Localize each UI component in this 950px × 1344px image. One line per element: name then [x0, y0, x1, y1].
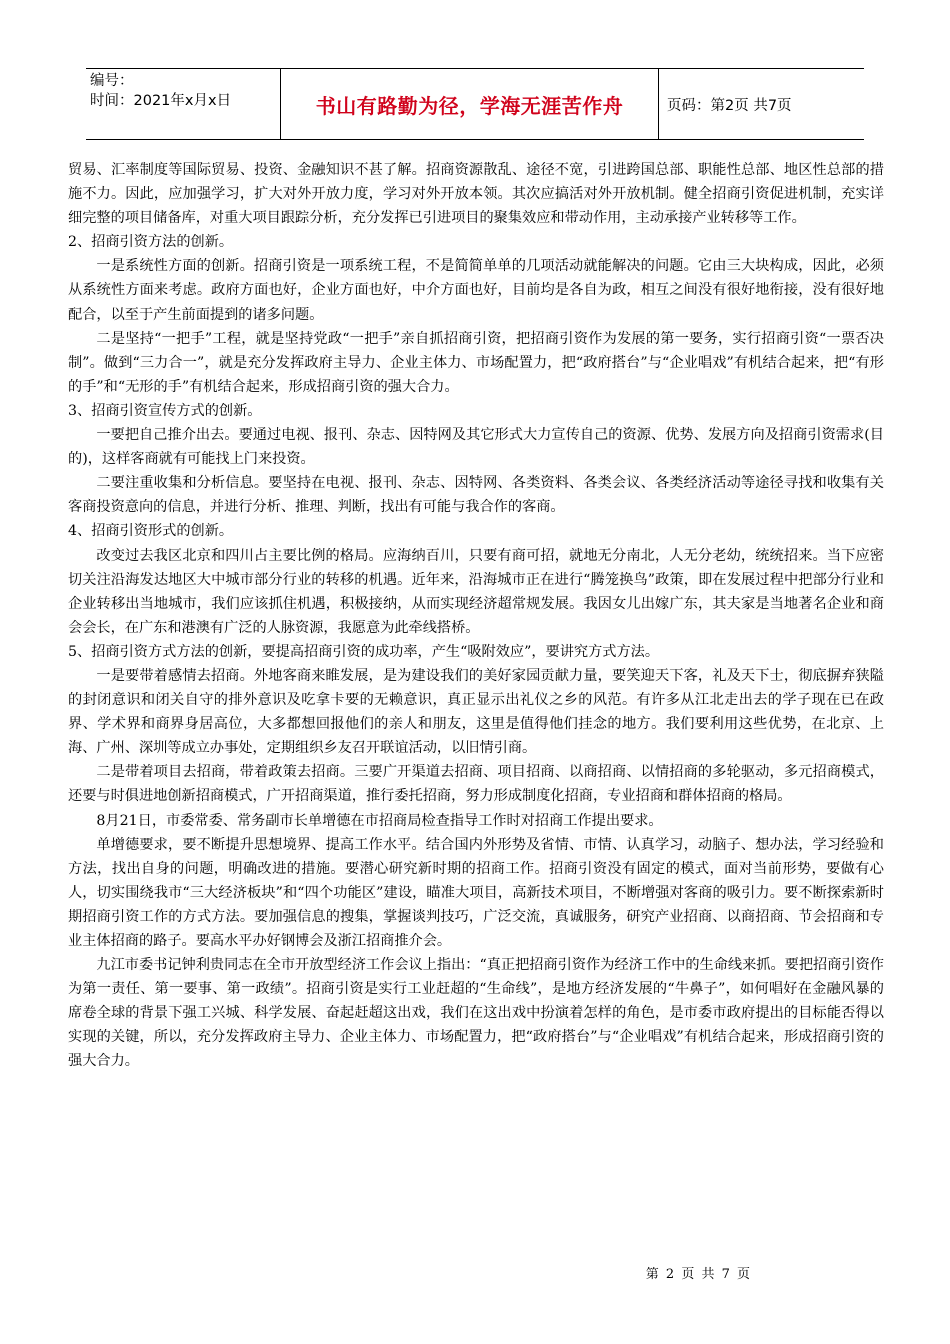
- paragraph: 一是要带着感情去招商。外地客商来睢发展，是为建设我们的美好家园贡献力量，要笑迎天下客，礼及天下士，彻底摒弃狭隘的封闭意识和闭关自守的排外意识及吃拿卡要的无赖意识，真正显示出礼仪之乡的风范。有许多从江北走出去的学子现在已在政界、学术界和商界身居高位，大多都想回报他们的亲人和朋友，这里是值得他们挂念的地方。我们要利用这些优势，在北京、上海、广州、深圳等成立办事处，定期组织乡友召开联谊活动，以旧情引商。: [68, 667, 884, 757]
- header-time: 时间：2021年x月x日: [90, 93, 232, 109]
- header-meta: [86, 69, 281, 139]
- paragraph: 贸易、汇率制度等国际贸易、投资、金融知识不甚了解。招商资源散乱、途径不宽，引进跨国总部、职能性总部、地区性总部的措施不力。因此，应加强学习，扩大对外开放力度，学习对外开放本领。其次应搞活对外开放机制。健全招商引资促进机制，充实详细完整的项目储备库，对重大项目跟踪分析，充分发挥已引进项目的聚集效应和带动作用，主动承接产业转移等工作。: [68, 162, 884, 227]
- page-footer: 第 2 页 共 7 页: [645, 1267, 750, 1282]
- page-header: [86, 68, 864, 140]
- header-number: 编号：: [90, 73, 134, 89]
- paragraph: 改变过去我区北京和四川占主要比例的格局。应海纳百川，只要有商可招，就地无分南北，人无分老幼，统统招来。当下应密切关注沿海发达地区大中城市部分行业的转移的机遇。近年来，沿海城市正在进行“腾笼换鸟”政策，即在发展过程中把部分行业和企业转移出当地城市，我们应该抓住机遇，积极接纳，从而实现经济超常规发展。我因女儿出嫁广东，其夫家是当地著名企业和商会会长，在广东和港澳有广泛的人脉资源，我愿意为此牵线搭桥。: [68, 547, 884, 636]
- paragraph: 单增德要求，要不断提升思想境界、提高工作水平。结合国内外形势及省情、市情、认真学习，动脑子、想办法，学习经验和方法，找出自身的问题，明确改进的措施。要潜心研究新时期的招商工作。招商引资没有固定的模式，面对当前形势，要做有心人，切实围绕我市“三大经济板块”和“四个功能区”建设，瞄准大项目，高新技术项目，不断增强对客商的吸引力。要不断探索新时期招商引资工作的方式方法。要加强信息的搜集，掌握谈判技巧，广泛交流，真诚服务，研究产业招商、以商招商、节会招商和专业主体招商的路子。要高水平办好钢博会及浙江招商推介会。: [68, 836, 884, 949]
- header-page-label: 页码：第2页 共7页: [667, 97, 792, 114]
- section-heading: 3、招商引资宣传方式的创新。: [68, 402, 262, 419]
- paragraph: 二要注重收集和分析信息。要坚持在电视、报刊、杂志、因特网、各类资料、各类会议、各类经济活动等途径寻找和收集有关客商投资意向的信息，并进行分析、推理、判断，找出有可能与我合作的客商。: [68, 475, 884, 516]
- paragraph: 8月21日，市委常委、常务副市长单增德在市招商局检查指导工作时对招商工作提出要求。: [96, 812, 663, 829]
- paragraph: 二是坚持“一把手”工程，就是坚持党政“一把手”亲自抓招商引资，把招商引资作为发展的第一要务，实行招商引资“一票否决制”。做到“三力合一”，就是充分发挥政府主导力、企业主体力、市场配置力，把“政府搭台”与“企业唱戏”有机结合起来，把“有形的手”和“无形的手”有机结合起来，形成招商引资的强大合力。: [68, 330, 884, 395]
- section-heading: 4、招商引资形式的创新。: [68, 523, 234, 540]
- section-heading: 2、招商引资方法的创新。: [68, 234, 234, 251]
- section-heading: 5、招商引资方式方法的创新，要提高招商引资的成功率，产生“吸附效应”，要讲究方式方法。: [68, 643, 660, 660]
- paragraph: 九江市委书记钟利贵同志在全市开放型经济工作会议上指出：“真正把招商引资作为经济工作中的生命线来抓。要把招商引资作为第一责任、第一要事、第一政绩”。招商引资是实行工业赶超的“生命线”，是地方经济发展的“牛鼻子”，如何唱好在金融风暴的席卷全球的背景下强工兴城、科学发展、奋起赶超这出戏，我们在这出戏中扮演着怎样的角色，是市委市政府提出的目标能否得以实现的关键，所以，充分发挥政府主导力、企业主体力、市场配置力，把“政府搭台”与“企业唱戏”有机结合起来，形成招商引资的强大合力。: [68, 957, 884, 1070]
- paragraph: 二是带着项目去招商，带着政策去招商。三要广开渠道去招商、项目招商、以商招商、以情招商的多轮驱动，多元招商模式，还要与时俱进地创新招商模式，广开招商渠道，推行委托招商，努力形成制度化招商，专业招商和群体招商的格局。: [68, 764, 884, 805]
- document-body: [68, 158, 884, 1074]
- paragraph: 一要把自己推介出去。要通过电视、报刊、杂志、因特网及其它形式大力宣传自己的资源、优势、发展方向及招商引资需求(目的)，这样客商就有可能找上门来投资。: [68, 427, 884, 468]
- paragraph: 一是系统性方面的创新。招商引资是一项系统工程，不是简简单单的几项活动就能解决的问题。它由三大块构成，因此，必须从系统性方面来考虑。政府方面也好，企业方面也好，中介方面也好，目前均是各自为政，相互之间没有很好地衔接，没有很好地配合，以至于产生前面提到的诸多问题。: [68, 258, 884, 323]
- header-motto: 书山有路勤为径，学海无涯苦作舟: [281, 69, 659, 139]
